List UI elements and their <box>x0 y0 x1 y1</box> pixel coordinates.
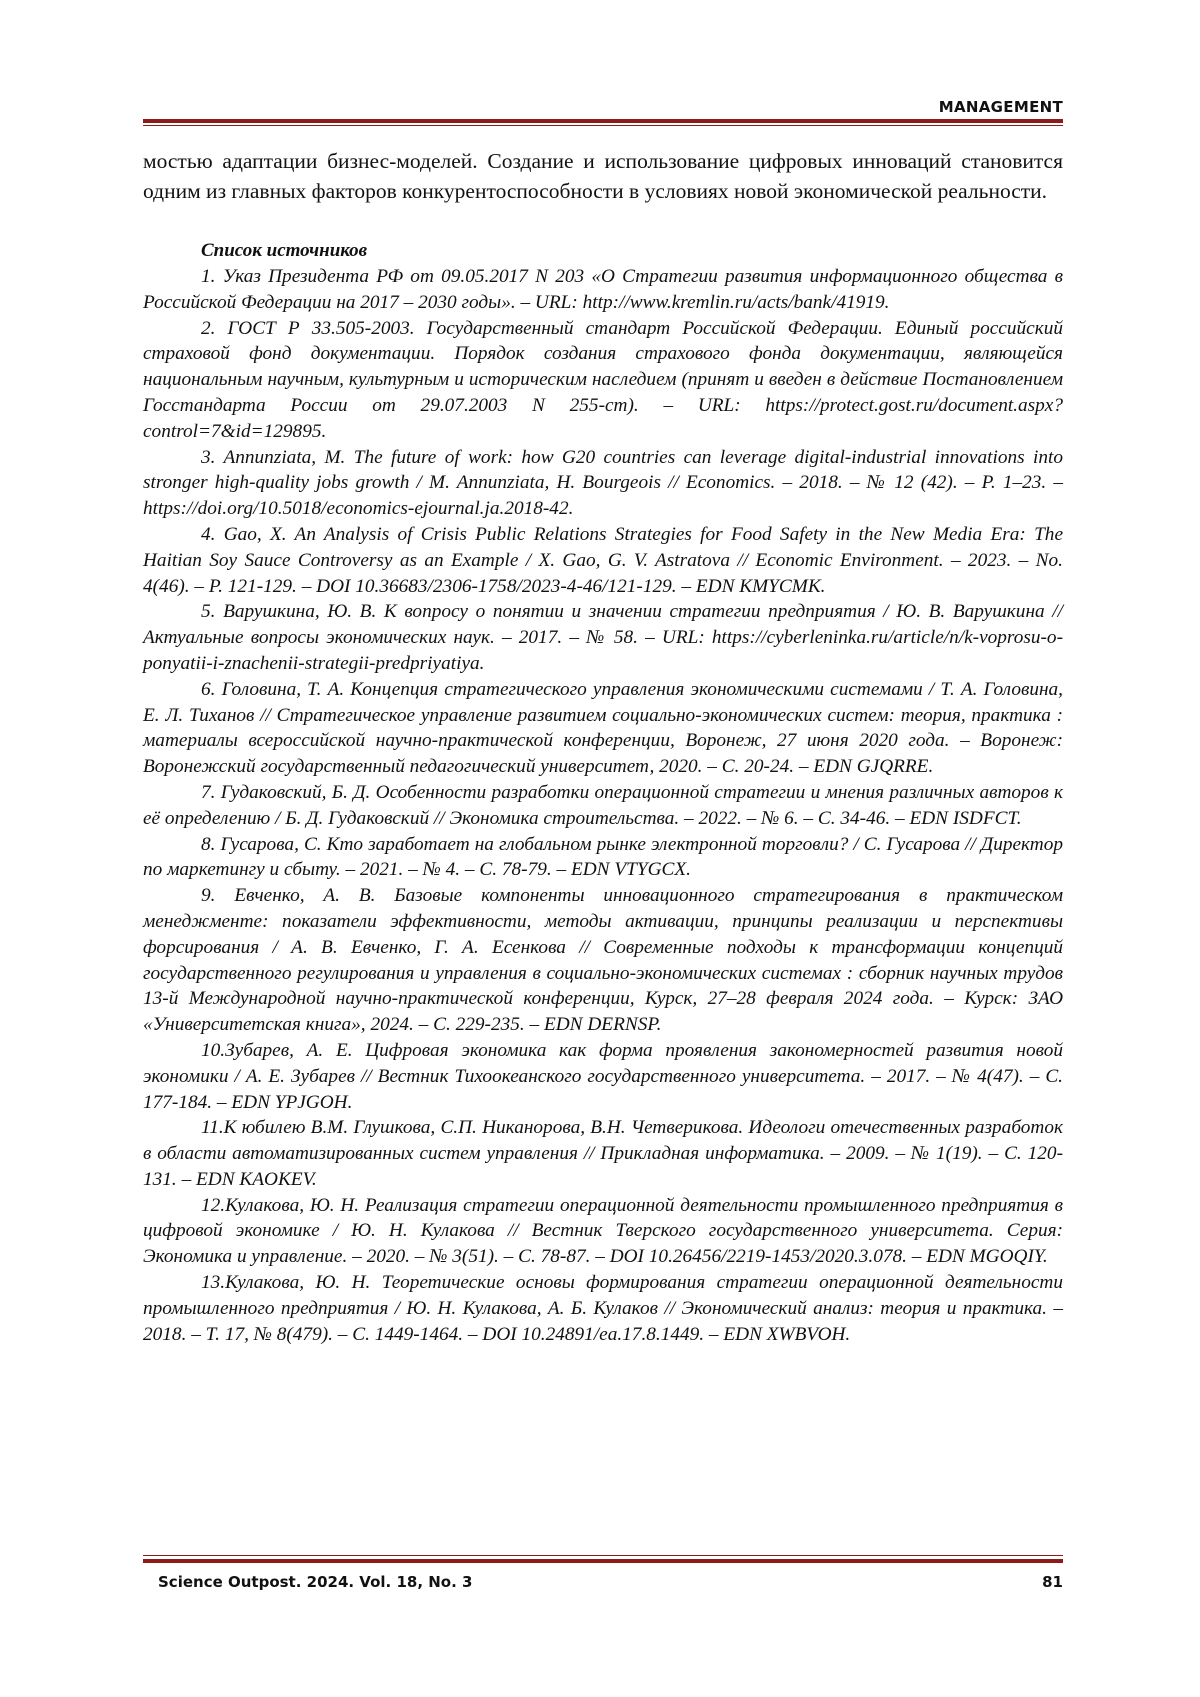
footer-page-number: 81 <box>1042 1573 1063 1591</box>
reference-item: 5. Варушкина, Ю. В. К вопросу о понятии и значении стратегии предприятия / Ю. В. Варушкина // Актуальные вопросы экономических наук. – 2017. – № 58. – URL: https://cyberleninka.ru/article/n/k-voprosu-o-ponyatii-i-znachenii-strategii-predpriyatiya. <box>143 599 1063 676</box>
reference-item: 3. Annunziata, M. The future of work: how G20 countries can leverage digital-industrial innovations into stronger high-quality jobs growth / M. Annunziata, H. Bourgeois // Economics. – 2018. – № 12 (42). – P. 1–23. – https://doi.org/10.5018/economics-ejournal.ja.2018-42. <box>143 445 1063 522</box>
intro-paragraph: мостью адаптации бизнес-моделей. Создание и использование цифровых инноваций становится одним из главных факторов конкурентоспособности в условиях новой экономической реальности. <box>143 146 1063 206</box>
reference-item: 7. Гудаковский, Б. Д. Особенности разработки операционной стратегии и мнения различных авторов к её определению / Б. Д. Гудаковский // Экономика строительства. – 2022. – № 6. – С. 34-46. – EDN ISDFCT. <box>143 780 1063 832</box>
header-rule-thick <box>143 119 1063 123</box>
reference-item: 11.К юбилею В.М. Глушкова, С.П. Никанорова, В.Н. Четверикова. Идеологи отечественных разработок в области автоматизированных систем управления // Прикладная информатика. – 2009. – № 1(19). – С. 120-131. – EDN KAOKEV. <box>143 1115 1063 1192</box>
page-body <box>143 146 1063 1347</box>
reference-item: 6. Головина, Т. А. Концепция стратегического управления экономическими системами / Т. А. Головина, Е. Л. Тиханов // Стратегическое управление развитием социально-экономических систем: теория, практика : материалы всероссийской научно-практической конференции, Воронеж, 27 июня 2020 года. – Воронеж: Воронежский государственный педагогический университет, 2020. – С. 20-24. – EDN GJQRRE. <box>143 677 1063 780</box>
footer-rule-thick <box>143 1559 1063 1563</box>
reference-item: 1. Указ Президента РФ от 09.05.2017 N 203 «О Стратегии развития информационного общества в Российской Федерации на 2017 – 2030 годы». – URL: http://www.kremlin.ru/acts/bank/41919. <box>143 264 1063 316</box>
running-header-section: MANAGEMENT <box>939 98 1063 116</box>
reference-item: 8. Гусарова, С. Кто заработает на глобальном рынке электронной торговли? / С. Гусарова // Директор по маркетингу и сбыту. – 2021. – № 4. – С. 78-79. – EDN VTYGCX. <box>143 832 1063 884</box>
reference-item: 2. ГОСТ Р 33.505-2003. Государственный стандарт Российской Федерации. Единый российский страховой фонд документации. Порядок создания страхового фонда документации, являющейся национальным научным, культурным и историческим наследием (принят и введен в действие Постановлением Госстандарта России от 29.07.2003 N 255-ст). – URL: https://protect.gost.ru/document.aspx?control=7&id=129895. <box>143 316 1063 445</box>
footer-rule-thin <box>143 1555 1063 1556</box>
footer-journal-citation: Science Outpost. 2024. Vol. 18, No. 3 <box>158 1573 472 1591</box>
reference-item: 10.Зубарев, А. Е. Цифровая экономика как форма проявления закономерностей развития новой экономики / А. Е. Зубарев // Вестник Тихоокеанского государственного университета. – 2017. – № 4(47). – С. 177-184. – EDN YPJGOH. <box>143 1038 1063 1115</box>
reference-item: 12.Кулакова, Ю. Н. Реализация стратегии операционной деятельности промышленного предприятия в цифровой экономике / Ю. Н. Кулакова // Вестник Тверского государственного университета. Серия: Экономика и управление. – 2020. – № 3(51). – С. 78-87. – DOI 10.26456/2219-1453/2020.3.078. – EDN MGOQIY. <box>143 1193 1063 1270</box>
header-rule-thin <box>143 125 1063 126</box>
reference-item: 9. Евченко, А. В. Базовые компоненты инновационного стратегирования в практическом менеджменте: показатели эффективности, методы активации, принципы реализации и перспективы форсирования / А. В. Евченко, Г. А. Есенкова // Современные подходы к трансформации концепций государственного регулирования и управления в социально-экономических системах : сборник научных трудов 13-й Международной научно-практической конференции, Курск, 27–28 февраля 2024 года. – Курск: ЗАО «Университетская книга», 2024. – С. 229-235. – EDN DERNSP. <box>143 883 1063 1038</box>
reference-item: 13.Кулакова, Ю. Н. Теоретические основы формирования стратегии операционной деятельности промышленного предприятия / Ю. Н. Кулакова, А. Б. Кулаков // Экономический анализ: теория и практика. – 2018. – Т. 17, № 8(479). – С. 1449-1464. – DOI 10.24891/ea.17.8.1449. – EDN XWBVOH. <box>143 1270 1063 1347</box>
references-list <box>143 264 1063 1347</box>
references-heading: Список источников <box>143 238 1063 264</box>
reference-item: 4. Gao, X. An Analysis of Crisis Public Relations Strategies for Food Safety in the New Media Era: The Haitian Soy Sauce Controversy as an Example / X. Gao, G. V. Astratova // Economic Environment. – 2023. – No. 4(46). – P. 121-129. – DOI 10.36683/2306-1758/2023-4-46/121-129. – EDN KMYCMK. <box>143 522 1063 599</box>
